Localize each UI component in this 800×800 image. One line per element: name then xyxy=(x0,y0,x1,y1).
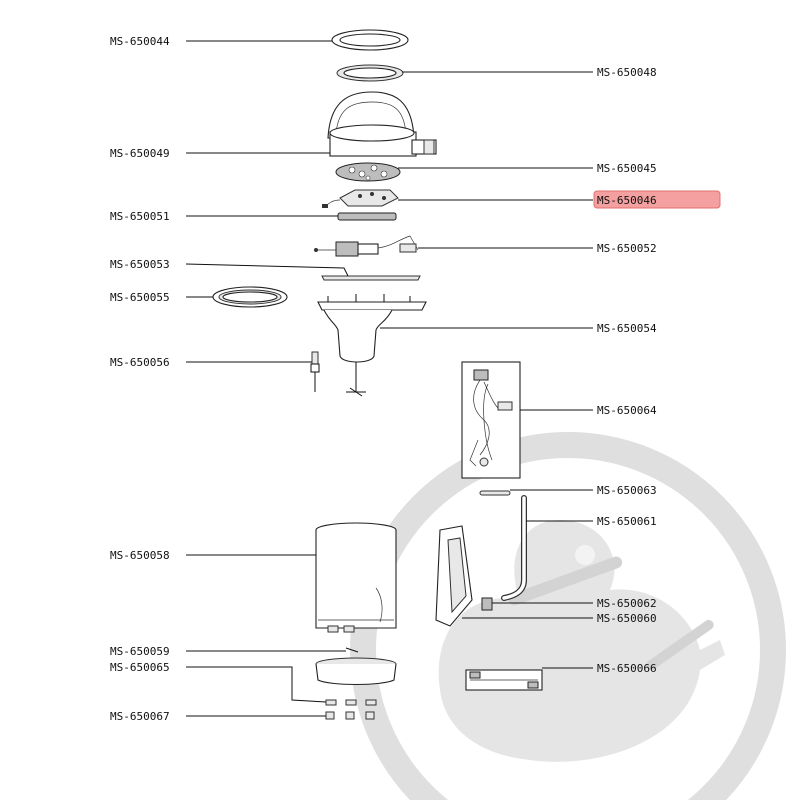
part-650062-clip xyxy=(482,598,492,610)
label-ms-650058: MS-650058 xyxy=(110,549,170,562)
part-650063-rod xyxy=(480,491,510,495)
part-650053-gasket xyxy=(322,276,420,280)
label-ms-650049: MS-650049 xyxy=(110,147,170,160)
label-ms-650061: MS-650061 xyxy=(597,515,657,528)
label-ms-650044: MS-650044 xyxy=(110,35,170,48)
label-ms-650045: MS-650045 xyxy=(597,162,657,175)
part-650051-bar xyxy=(338,213,396,220)
part-650061-tube xyxy=(504,498,524,598)
part-650044-ring xyxy=(332,30,408,50)
part-650046-board xyxy=(322,190,398,208)
part-650045-plate xyxy=(336,163,400,181)
label-ms-650062: MS-650062 xyxy=(597,597,657,610)
label-ms-650051: MS-650051 xyxy=(110,210,170,223)
label-ms-650055: MS-650055 xyxy=(110,291,170,304)
label-ms-650065: MS-650065 xyxy=(110,661,170,674)
part-650058-tank xyxy=(316,523,396,632)
label-ms-650048: MS-650048 xyxy=(597,66,657,79)
label-ms-650063: MS-650063 xyxy=(597,484,657,497)
part-650064-harness xyxy=(462,362,520,478)
label-ms-650064: MS-650064 xyxy=(597,404,657,417)
part-650052-motor xyxy=(314,236,418,256)
part-650065-base xyxy=(316,658,396,685)
part-650056-pin xyxy=(311,352,319,392)
label-ms-650054: MS-650054 xyxy=(597,322,657,335)
label-ms-650053: MS-650053 xyxy=(110,258,170,271)
label-ms-650067: MS-650067 xyxy=(110,710,170,723)
watermark-logo xyxy=(363,445,773,800)
part-650054-bowl xyxy=(318,294,426,396)
label-ms-650046: MS-650046 xyxy=(597,194,657,207)
label-ms-650066: MS-650066 xyxy=(597,662,657,675)
label-ms-650059: MS-650059 xyxy=(110,645,170,658)
label-ms-650056: MS-650056 xyxy=(110,356,170,369)
part-650066-heater xyxy=(466,670,542,690)
part-650049-lid xyxy=(328,92,436,156)
part-650048-seal xyxy=(337,65,403,81)
part-650055-ring xyxy=(213,287,287,307)
label-ms-650052: MS-650052 xyxy=(597,242,657,255)
label-ms-650060: MS-650060 xyxy=(597,612,657,625)
